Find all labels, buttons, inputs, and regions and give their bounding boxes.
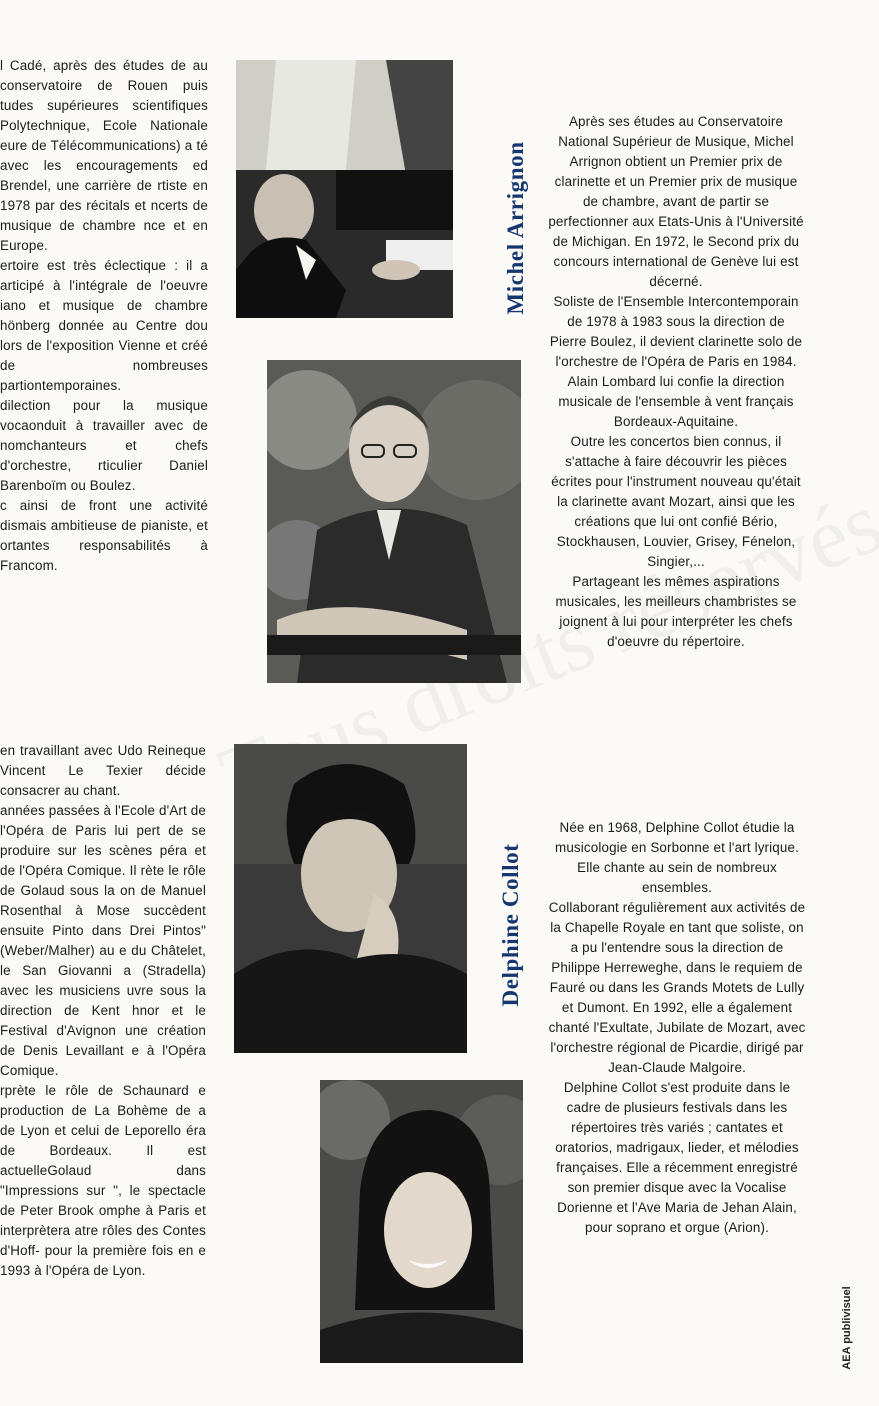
delphine-photo xyxy=(320,1080,523,1363)
clarinettist-photo xyxy=(267,360,521,683)
delphine-bio-paragraph: Née en 1968, Delphine Collot étudie la musicologie en Sorbonne et l'art lyrique. Elle chante au sein de nombreux ensembles. xyxy=(555,820,799,895)
pianist-bio-paragraph: dilection pour la musique vocaonduit à travailler avec de nomchanteurs et chefs d'orchestre, rticulier Daniel Barenboïm ou Boulez. xyxy=(0,398,208,493)
michel-bio-paragraph: Soliste de l'Ensemble Intercontemporain de 1978 à 1983 sous la direction de Pierre Boulez, il devient clarinette solo de l'orchestre de l'Opéra de Paris en 1984. xyxy=(549,294,803,369)
pianist-photo xyxy=(236,60,453,318)
baritone-bio-paragraph: rprète le rôle de Schaunard e production de La Bohème de a de Lyon et celui de Leporello éra de Bordeaux. Il est actuelleGolaud dans "Impressions sur ", le spectacle de Peter Brook omphe à Paris et interprètera atre rôles des Contes d'Hoff- pour la première fois en e 1993 à l'Opéra de Lyon. xyxy=(0,1083,206,1278)
publisher-credit: AEA publivisuel xyxy=(841,1286,853,1370)
baritone-bio-paragraph: en travaillant avec Udo Reineque Vincent Le Texier décide consacrer au chant. xyxy=(0,743,206,798)
pianist-bio-paragraph: l Cadé, après des études de au conservatoire de Rouen puis tudes supérieures scientifiques Polytechnique, Ecole Nationale eure de Télécommunications) a té avec les encouragements ed Brendel, une carrière de rtiste en 1978 par des récitals et ncerts de musique de chambre nce et en Europe. xyxy=(0,58,208,253)
pianist-bio-paragraph: c ainsi de front une activité dismais ambitieuse de pianiste, et ortantes responsabilités à Francom. xyxy=(0,498,208,573)
michel-name-heading: Michel Arrignon xyxy=(503,141,528,315)
michel-bio xyxy=(548,112,804,652)
michel-bio-paragraph: Alain Lombard lui confie la direction musicale de l'ensemble à vent français Bordeaux-Aquitaine. xyxy=(558,374,794,429)
delphine-name-heading: Delphine Collot xyxy=(498,843,523,1007)
michel-bio-paragraph: Outre les concertos bien connus, il s'attache à faire découvrir les pièces écrites pour l'instrument nouveau qu'était la clarinette avant Mozart, ainsi que les créations que lui ont confié Bério, Stockhausen, Louvier, Grisey, Fénelon, Singier,... xyxy=(551,434,801,569)
baritone-photo xyxy=(234,744,467,1053)
baritone-bio-paragraph: années passées à l'Ecole d'Art de l'Opéra de Paris lui pert de se produire sur les scènes péra et de l'Opéra Comique. Il rète le rôle de Golaud sous la on de Manuel Rosenthal à Mose succèdent ensuite Pinto dans Drei Pintos" (Weber/Malher) au e du Châtelet, le San Giovanni a (Stradella) avec les musiciens uvre sous la direction de Kent hnor et le Festival d'Avignon une création de Denis Levaillant e à l'Opéra Comique. xyxy=(0,803,206,1078)
delphine-bio-paragraph: Collaborant régulièrement aux activités de la Chapelle Royale en tant que soliste, on a pu l'entendre sous la direction de Philippe Herreweghe, dans le requiem de Fauré ou dans les Grands Motets de Lully et Dumont. En 1992, elle a également chanté l'Exultate, Jubilate de Mozart, avec l'orchestre régional de Picardie, dirigé par Jean-Claude Malgoire. xyxy=(548,900,806,1075)
baritone-bio xyxy=(0,741,206,1281)
michel-bio-paragraph: Partageant les mêmes aspirations musicales, les meilleurs chambristes se joignent à lui pour interpréter les chefs d'oeuvre du répertoire. xyxy=(555,574,797,649)
delphine-bio xyxy=(548,818,806,1238)
pianist-bio xyxy=(0,56,208,576)
pianist-bio-paragraph: ertoire est très éclectique : il a articipé à l'intégrale de l'oeuvre iano et musique de chambre hönberg donnée au Centre dou lors de l'exposition Vienne et créé de nombreuses partiontemporaines. xyxy=(0,258,208,393)
michel-bio-paragraph: Après ses études au Conservatoire National Supérieur de Musique, Michel Arrignon obtient un Premier prix de clarinette et un Premier prix de musique de chambre, avant de partir se perfectionner aux Etats-Unis à l'Université de Michigan. En 1972, le Second prix du concours international de Genève lui est décerné. xyxy=(548,114,804,289)
delphine-bio-paragraph: Delphine Collot s'est produite dans le cadre de plusieurs festivals dans les répertoires très variés ; cantates et oratorios, madrigaux, lieder, et mélodies françaises. Elle a récemment enregistré son premier disque avec la Vocalise Dorienne et l'Ave Maria de Jehan Alain, pour soprano et orgue (Arion). xyxy=(555,1080,799,1235)
